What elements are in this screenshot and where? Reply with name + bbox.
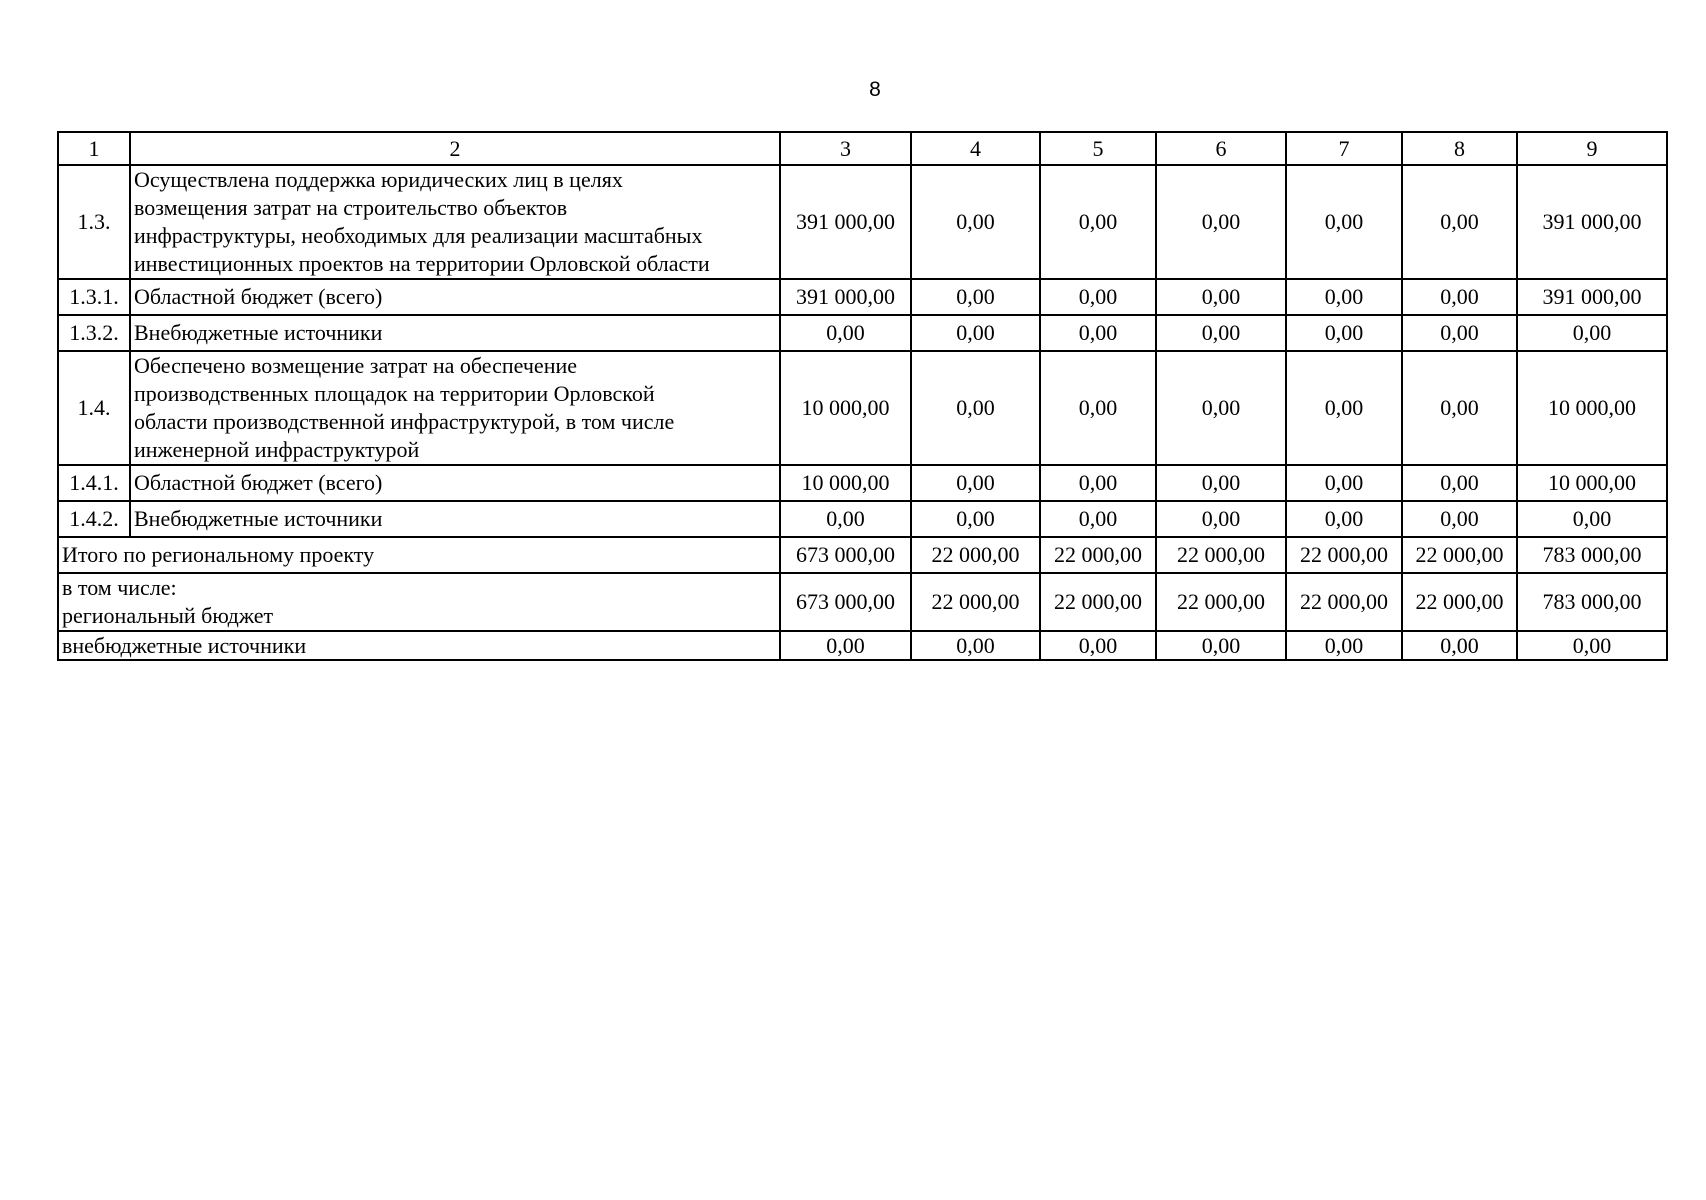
value-cell: 0,00 (1402, 465, 1517, 501)
value-cell: 22 000,00 (1402, 573, 1517, 631)
value-cell: 0,00 (1156, 631, 1286, 660)
value-cell: 0,00 (1517, 501, 1667, 537)
extrabudgetary-label: внебюджетные источники (58, 631, 780, 660)
value-cell: 22 000,00 (1040, 573, 1156, 631)
value-cell: 10 000,00 (1517, 351, 1667, 465)
row-code: 1.3.2. (58, 315, 130, 351)
value-cell: 0,00 (1286, 631, 1402, 660)
value-cell: 0,00 (1286, 501, 1402, 537)
budget-table (57, 131, 1668, 661)
value-cell: 0,00 (1156, 501, 1286, 537)
value-cell: 0,00 (1286, 165, 1402, 279)
extrabudgetary-row (58, 631, 1667, 660)
value-cell: 22 000,00 (1286, 573, 1402, 631)
value-cell: 22 000,00 (1156, 573, 1286, 631)
row-description: Внебюджетные источники (130, 501, 780, 537)
header-cell: 4 (911, 132, 1040, 165)
value-cell: 22 000,00 (1040, 537, 1156, 573)
description-line: производственных площадок на территории Орловской (134, 381, 655, 406)
table-row (58, 501, 1667, 537)
value-cell: 0,00 (1402, 631, 1517, 660)
value-cell: 0,00 (1517, 631, 1667, 660)
value-cell: 0,00 (1286, 315, 1402, 351)
row-code: 1.3. (58, 165, 130, 279)
value-cell: 0,00 (1286, 351, 1402, 465)
value-cell: 0,00 (1286, 279, 1402, 315)
header-cell: 9 (1517, 132, 1667, 165)
value-cell: 0,00 (1402, 501, 1517, 537)
value-cell: 22 000,00 (1286, 537, 1402, 573)
value-cell: 0,00 (911, 315, 1040, 351)
value-cell: 391 000,00 (1517, 165, 1667, 279)
value-cell: 0,00 (911, 351, 1040, 465)
row-code: 1.4.1. (58, 465, 130, 501)
value-cell: 22 000,00 (1156, 537, 1286, 573)
value-cell: 673 000,00 (780, 537, 911, 573)
description-line: инженерной инфраструктурой (134, 437, 420, 462)
value-cell: 0,00 (1156, 351, 1286, 465)
header-cell: 2 (130, 132, 780, 165)
description-line: инвестиционных проектов на территории Орловской области (134, 251, 710, 276)
value-cell: 0,00 (1040, 351, 1156, 465)
label-line: региональный бюджет (62, 603, 274, 628)
value-cell: 10 000,00 (1517, 465, 1667, 501)
value-cell: 0,00 (911, 465, 1040, 501)
value-cell: 0,00 (911, 631, 1040, 660)
value-cell: 391 000,00 (780, 165, 911, 279)
row-description: Областной бюджет (всего) (130, 465, 780, 501)
value-cell: 22 000,00 (911, 537, 1040, 573)
value-cell: 0,00 (1040, 279, 1156, 315)
value-cell: 0,00 (1156, 165, 1286, 279)
label-line: в том числе: (62, 575, 177, 600)
value-cell: 0,00 (1040, 315, 1156, 351)
value-cell: 0,00 (1040, 631, 1156, 660)
value-cell: 783 000,00 (1517, 573, 1667, 631)
header-row (58, 132, 1667, 165)
header-cell: 1 (58, 132, 130, 165)
value-cell: 0,00 (911, 165, 1040, 279)
table-row (58, 465, 1667, 501)
description-line: области производственной инфраструктурой, в том числе (134, 409, 675, 434)
description-line: инфраструктуры, необходимых для реализации масштабных (134, 223, 703, 248)
value-cell: 0,00 (1040, 165, 1156, 279)
value-cell: 0,00 (1517, 315, 1667, 351)
row-code: 1.3.1. (58, 279, 130, 315)
value-cell: 10 000,00 (780, 465, 911, 501)
value-cell: 0,00 (1402, 165, 1517, 279)
row-code: 1.4.2. (58, 501, 130, 537)
value-cell: 0,00 (780, 631, 911, 660)
value-cell: 0,00 (1402, 315, 1517, 351)
total-label: Итого по региональному проекту (58, 537, 780, 573)
header-cell: 5 (1040, 132, 1156, 165)
total-row (58, 537, 1667, 573)
description-line: Осуществлена поддержка юридических лиц в целях (134, 167, 623, 192)
value-cell: 22 000,00 (1402, 537, 1517, 573)
row-description: Областной бюджет (всего) (130, 279, 780, 315)
value-cell: 0,00 (1402, 279, 1517, 315)
value-cell: 0,00 (1156, 465, 1286, 501)
value-cell: 783 000,00 (1517, 537, 1667, 573)
value-cell: 22 000,00 (911, 573, 1040, 631)
value-cell: 0,00 (1286, 465, 1402, 501)
description-line: возмещения затрат на строительство объектов (134, 195, 568, 220)
header-cell: 8 (1402, 132, 1517, 165)
value-cell: 0,00 (1040, 501, 1156, 537)
value-cell: 0,00 (1156, 315, 1286, 351)
header-cell: 7 (1286, 132, 1402, 165)
value-cell: 10 000,00 (780, 351, 911, 465)
value-cell: 0,00 (780, 315, 911, 351)
table-row (58, 351, 1667, 465)
value-cell: 673 000,00 (780, 573, 911, 631)
value-cell: 0,00 (1040, 465, 1156, 501)
value-cell: 0,00 (1156, 279, 1286, 315)
value-cell: 0,00 (911, 501, 1040, 537)
value-cell: 0,00 (1402, 351, 1517, 465)
header-cell: 3 (780, 132, 911, 165)
table-row (58, 315, 1667, 351)
description-line: Обеспечено возмещение затрат на обеспечение (134, 353, 578, 378)
table-row (58, 165, 1667, 279)
value-cell: 391 000,00 (1517, 279, 1667, 315)
header-cell: 6 (1156, 132, 1286, 165)
value-cell: 0,00 (911, 279, 1040, 315)
row-description (130, 165, 780, 279)
value-cell: 391 000,00 (780, 279, 911, 315)
table-row (58, 279, 1667, 315)
page-number: 8 (869, 78, 881, 101)
regional-budget-row (58, 573, 1667, 631)
row-description: Внебюджетные источники (130, 315, 780, 351)
row-code: 1.4. (58, 351, 130, 465)
row-description (130, 351, 780, 465)
regional-budget-label (58, 573, 780, 631)
value-cell: 0,00 (780, 501, 911, 537)
